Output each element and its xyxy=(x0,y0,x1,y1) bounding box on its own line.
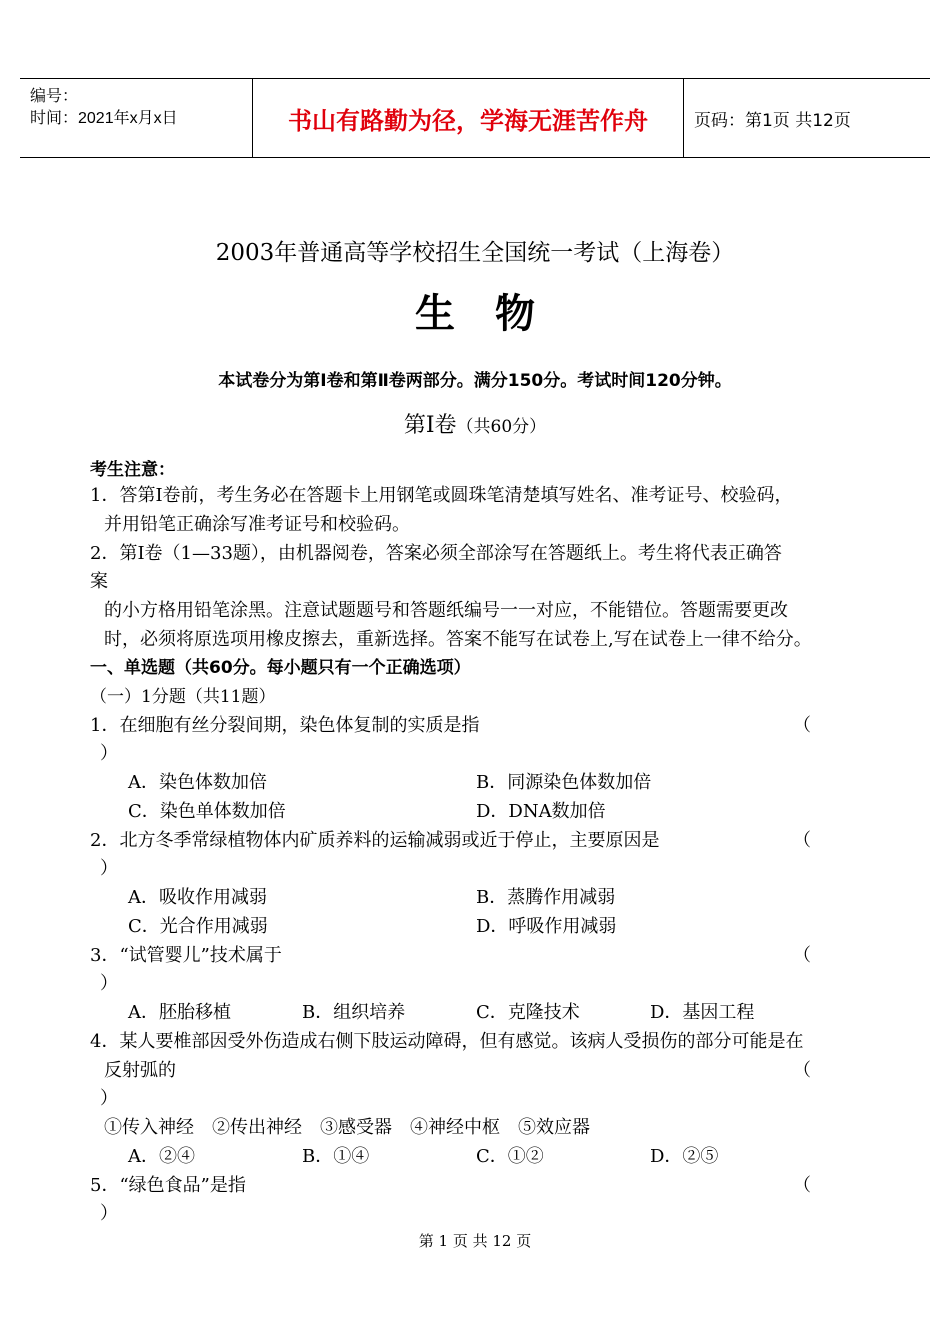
option-a: A．胚胎移植 xyxy=(128,1002,231,1023)
answer-bracket-open: （ xyxy=(793,830,811,851)
number-label: 编号： xyxy=(30,88,79,105)
option-a: A．染色体数加倍 xyxy=(128,772,267,793)
answer-bracket-open: （ xyxy=(793,1060,811,1081)
option-b: B．组织培养 xyxy=(302,1002,406,1023)
motto: 书山有路勤为径，学海无涯苦作舟 xyxy=(253,79,684,157)
page-footer: 第 1 页 共 12 页 xyxy=(418,1232,532,1250)
option-b: B．同源染色体数加倍 xyxy=(476,772,652,793)
answer-bracket-close: ） xyxy=(100,1088,118,1109)
answer-bracket-open: （ xyxy=(793,715,811,736)
answer-bracket-close: ） xyxy=(100,858,118,879)
answer-bracket-close: ） xyxy=(100,973,118,994)
part-score: （共60分） xyxy=(456,417,547,437)
option-c: C．染色单体数加倍 xyxy=(128,801,286,822)
header-meta-cell xyxy=(20,79,253,157)
time-label: 时间：2021年x月x日 xyxy=(30,110,178,127)
section-heading: 一、单选题（共60分。每小题只有一个正确选项） xyxy=(90,658,471,678)
notice-line: 案 xyxy=(90,571,108,592)
question-1-stem: 1．在细胞有丝分裂间期，染色体复制的实质是指 xyxy=(90,715,480,736)
part-title xyxy=(0,408,950,439)
option-a: A．吸收作用减弱 xyxy=(128,887,267,908)
page-info: 页码：第1页 共12页 xyxy=(694,110,851,131)
subsection-heading: （一）1分题（共11题） xyxy=(90,687,276,707)
notice-line: 2．第Ⅰ卷（1—33题），由机器阅卷，答案必须全部涂写在答题纸上。考生将代表正确答 xyxy=(90,543,782,564)
option-d: D．基因工程 xyxy=(650,1002,755,1023)
notice-line: 时，必须将原选项用橡皮擦去，重新选择。答案不能写在试卷上,写在试卷上一律不给分。 xyxy=(104,629,812,650)
notice-line: 并用铅笔正确涂写准考证号和校验码。 xyxy=(104,514,410,535)
exam-title: 2003年普通高等学校招生全国统一考试（上海卷） xyxy=(215,240,735,266)
question-4-stem-cont: 反射弧的 xyxy=(104,1060,176,1081)
question-5-stem: 5．“绿色食品”是指 xyxy=(90,1175,246,1196)
answer-bracket-close: ） xyxy=(100,1203,118,1224)
option-c: C．①② xyxy=(476,1146,544,1167)
option-b: B．①④ xyxy=(302,1146,370,1167)
option-b: B．蒸腾作用减弱 xyxy=(476,887,616,908)
option-c: C．光合作用减弱 xyxy=(128,916,268,937)
answer-bracket-open: （ xyxy=(793,1175,811,1196)
option-c: C．克隆技术 xyxy=(476,1002,580,1023)
option-d: D．DNA数加倍 xyxy=(476,801,606,822)
option-d: D．呼吸作用减弱 xyxy=(476,916,617,937)
option-a: A．②④ xyxy=(128,1146,195,1167)
option-d: D．②⑤ xyxy=(650,1146,719,1167)
answer-bracket-close: ） xyxy=(100,743,118,764)
page-header xyxy=(20,78,930,158)
question-4-items: ①传入神经 ②传出神经 ③感受器 ④神经中枢 ⑤效应器 xyxy=(104,1117,590,1138)
notice-line: 1．答第Ⅰ卷前，考生务必在答题卡上用钢笔或圆珠笔清楚填写姓名、准考证号、校验码， xyxy=(90,485,793,506)
notice-heading: 考生注意： xyxy=(90,460,175,480)
question-3-stem: 3．“试管婴儿”技术属于 xyxy=(90,945,282,966)
answer-bracket-open: （ xyxy=(793,945,811,966)
subject-title: 生 物 xyxy=(415,291,535,337)
question-2-stem: 2．北方冬季常绿植物体内矿质养料的运输减弱或近于停止，主要原因是 xyxy=(90,830,660,851)
question-4-stem: 4．某人要椎部因受外伤造成右侧下肢运动障碍，但有感觉。该病人受损伤的部分可能是在 xyxy=(90,1031,804,1052)
notice-line: 的小方格用铅笔涂黑。注意试题题号和答题纸编号一一对应，不能错位。答题需要更改 xyxy=(104,600,788,621)
exam-intro: 本试卷分为第Ⅰ卷和第Ⅱ卷两部分。满分150分。考试时间120分钟。 xyxy=(218,371,732,391)
part-title-text: 第Ⅰ卷 xyxy=(403,413,457,438)
